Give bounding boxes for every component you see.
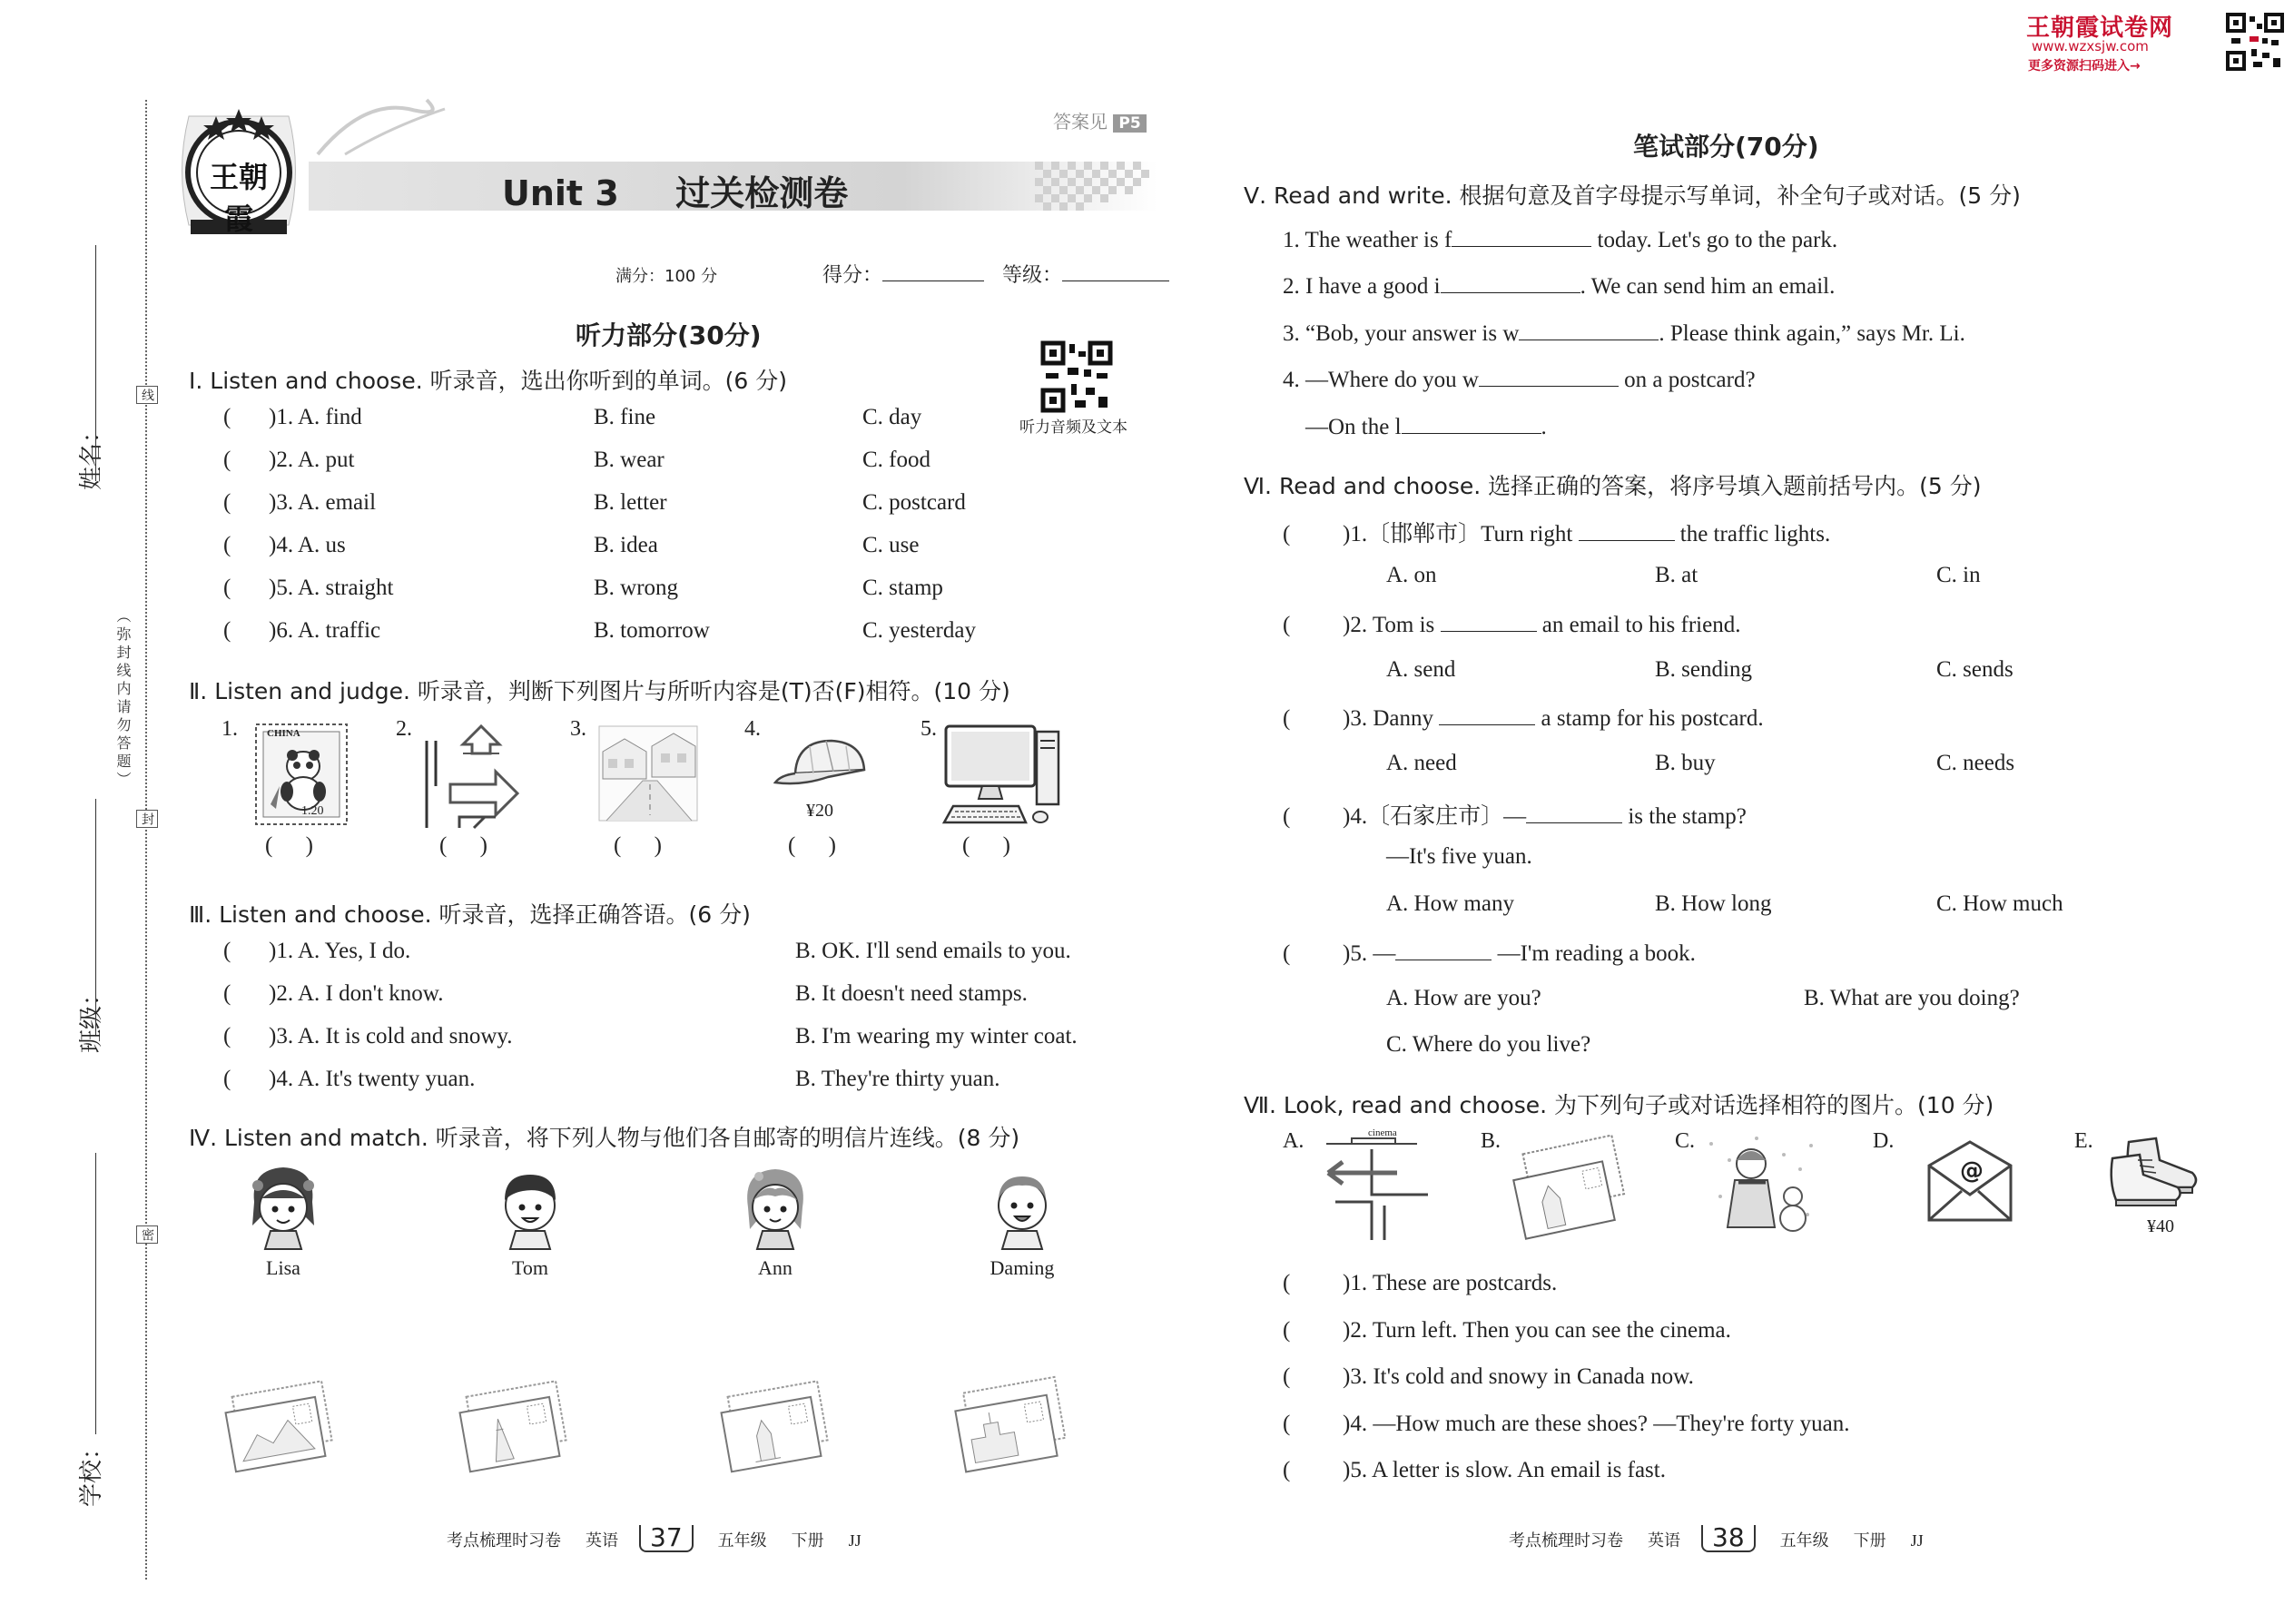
sec1-opt-c: C. day: [862, 405, 922, 429]
sec6-q1-options: [1386, 563, 1981, 588]
option: A. need: [1386, 751, 1457, 775]
seal-mark-2: 封: [136, 810, 158, 828]
class-label: 班级：: [78, 981, 105, 1053]
pic-number: 5.: [921, 717, 937, 741]
sec5-q1: [1283, 225, 1837, 253]
boy-face-icon: [492, 1162, 568, 1253]
score-field[interactable]: [822, 260, 984, 288]
snowy-kid-icon: [1702, 1133, 1820, 1242]
judge-paren[interactable]: ( ): [788, 833, 836, 858]
sec7-pictures: [1283, 1129, 2209, 1247]
sec4-title: Ⅳ. Listen and match. 听录音，将下列人物与他们各自邮寄的明信片连线。(8 分): [189, 1125, 1020, 1151]
answer-blank[interactable]: [1439, 704, 1535, 725]
sec3-opt-b: B. It doesn't need stamps.: [795, 981, 1028, 1006]
answer-paren[interactable]: (: [1283, 1364, 1291, 1389]
sec1-opt-b: B. wrong: [594, 576, 679, 600]
postcards-icon: [1504, 1137, 1631, 1245]
q-text: )2. Turn left. Then you can see the cinema.: [1343, 1317, 1731, 1343]
answer-blank[interactable]: [1441, 610, 1537, 632]
sec1-opt-b: B. tomorrow: [594, 618, 710, 643]
sec5-q4: [1283, 365, 1756, 393]
judge-paren[interactable]: ( ): [962, 833, 1010, 858]
answer-blank[interactable]: [1395, 939, 1492, 960]
sec7-row: [1283, 1364, 2191, 1412]
watermark-qr-icon: [2226, 13, 2284, 71]
person-ann[interactable]: [730, 1162, 821, 1280]
watermark-brand: 王朝霞试卷网: [2026, 15, 2174, 42]
sec7-row: [1283, 1271, 2191, 1318]
sec3-opt-a: )4. A. It's twenty yuan.: [269, 1067, 476, 1091]
option: A. How many: [1386, 891, 1514, 916]
answer-ref-label: 答案见: [1053, 111, 1108, 133]
answer-paren[interactable]: (: [1283, 613, 1291, 637]
sec1-row: [223, 576, 1040, 618]
option: C. in: [1936, 563, 1981, 587]
sec1-opt-a: )6. A. traffic: [269, 618, 381, 643]
cinema-sign: cinema: [1368, 1127, 1397, 1138]
sec3-row: [223, 1067, 1131, 1109]
full-score: 满分：100 分: [615, 267, 718, 286]
written-title: 笔试部分(70分): [1633, 132, 1819, 162]
answer-paren[interactable]: (: [223, 939, 231, 963]
answer-paren[interactable]: (: [1283, 804, 1291, 829]
footer-page-number: 38: [1701, 1525, 1756, 1552]
footer-edition: JJ: [1910, 1531, 1924, 1550]
answer-paren[interactable]: (: [1283, 1458, 1291, 1482]
sec7-row: [1283, 1458, 2191, 1505]
sec1-opt-b: B. idea: [594, 533, 658, 557]
pic-label: C.: [1675, 1129, 1696, 1153]
sec3-row: [223, 1024, 1131, 1067]
sec1-rows: [223, 405, 1040, 661]
answer-paren[interactable]: (: [223, 576, 231, 600]
boy-face-icon: [984, 1162, 1060, 1253]
left-footer: [447, 1522, 861, 1552]
footer-subject: 英语: [586, 1531, 618, 1550]
q-text: 4. —Where do you w: [1283, 368, 1479, 392]
crossroad-cinema-icon: [1315, 1131, 1433, 1240]
sec1-opt-a: )3. A. email: [269, 490, 377, 515]
answer-paren[interactable]: (: [223, 533, 231, 557]
q-text: )5. A letter is slow. An email is fast.: [1343, 1458, 1666, 1482]
stamp-price: 1.20: [301, 804, 324, 818]
sec1-opt-c: C. postcard: [862, 490, 966, 515]
q-text: . Please think again,” says Mr. Li.: [1659, 321, 1965, 346]
pic-label: A.: [1283, 1129, 1305, 1153]
seal-note: （弥封线内请勿答题）: [114, 608, 132, 790]
answer-paren[interactable]: (: [1283, 522, 1291, 546]
school-label: 学校：: [78, 1435, 105, 1507]
answer-ref: [1053, 107, 1147, 133]
sec7-row: [1283, 1318, 2191, 1365]
seal-mark-3: 密: [136, 1225, 158, 1244]
sec1-opt-b: B. wear: [594, 448, 665, 472]
sec3-opt-a: )1. A. Yes, I do.: [269, 939, 411, 963]
sec1-opt-a: )2. A. put: [269, 448, 355, 472]
sec7-title: Ⅶ. Look, read and choose. 为下列句子或对话选择相符的图片。(10 分): [1244, 1092, 1994, 1118]
footer-vol: 下册: [791, 1531, 824, 1550]
sec5-q2: [1283, 271, 1835, 300]
q-text: )2. Tom is: [1343, 613, 1435, 637]
answer-paren[interactable]: (: [223, 448, 231, 472]
pic-number: 3.: [570, 717, 586, 741]
title-unit: Unit 3: [502, 173, 619, 213]
sec1-opt-c: C. yesterday: [862, 618, 976, 643]
sec6-q1: [1283, 516, 1830, 548]
answer-blank[interactable]: [1579, 519, 1675, 541]
sec6-q4-reply: —It's five yuan.: [1386, 844, 1532, 869]
sec6-q3-options: [1386, 751, 2014, 776]
sec5-q4-answer: [1305, 412, 1547, 440]
pic-label: E.: [2074, 1129, 2093, 1153]
sec6-q4-options: [1386, 891, 2063, 917]
stamp-country: CHINA: [267, 728, 300, 739]
person-name: Ann: [758, 1256, 793, 1279]
answer-paren[interactable]: (: [223, 1067, 231, 1091]
postcard-icon[interactable]: [454, 1376, 576, 1476]
option: B. sending: [1655, 657, 1752, 682]
answer-paren[interactable]: (: [223, 490, 231, 515]
person-daming[interactable]: [977, 1162, 1068, 1280]
sec1-row: [223, 448, 1040, 490]
footer-book: 考点梳理时习卷: [447, 1531, 561, 1550]
judge-paren[interactable]: ( ): [265, 833, 313, 858]
pic-number: 4.: [744, 717, 761, 741]
sec7-row: [1283, 1412, 2191, 1459]
answer-paren[interactable]: (: [223, 618, 231, 643]
cap-price: ¥20: [806, 801, 833, 821]
person-tom[interactable]: [485, 1162, 576, 1280]
q-text: 2. I have a good i: [1283, 274, 1441, 299]
answer-paren[interactable]: (: [223, 981, 231, 1006]
q-text: 1. The weather is f: [1283, 228, 1452, 252]
q-text: an email to his friend.: [1541, 613, 1741, 637]
sec1-row: [223, 533, 1040, 576]
answer-paren[interactable]: (: [1283, 706, 1291, 731]
sec1-opt-a: )5. A. straight: [269, 576, 394, 600]
footer-page-number: 37: [639, 1525, 694, 1552]
answer-blank[interactable]: [1479, 365, 1619, 387]
answer-blank[interactable]: [1519, 319, 1659, 340]
person-lisa[interactable]: [238, 1162, 329, 1280]
judge-paren[interactable]: ( ): [614, 833, 662, 858]
option: A. How are you?: [1386, 986, 1541, 1010]
q-text: is the stamp?: [1628, 804, 1747, 829]
q-text: the traffic lights.: [1679, 522, 1831, 546]
sec3-opt-a: )2. A. I don't know.: [269, 981, 444, 1006]
street-scene-icon: [597, 724, 699, 822]
sec6-q2: [1283, 610, 1740, 638]
footer-grade: 五年级: [717, 1531, 767, 1550]
sec7-rows: [1283, 1271, 2191, 1505]
sec1-opt-c: C. stamp: [862, 576, 943, 600]
pic-number: 2.: [396, 717, 412, 741]
sec6-q5-option-c: C. Where do you live?: [1386, 1032, 1591, 1057]
q-text: —On the l: [1305, 415, 1402, 439]
sec6-q3: [1283, 704, 1764, 732]
answer-paren[interactable]: (: [1283, 1411, 1291, 1436]
seal-mark-1: 线: [136, 386, 158, 404]
postcard-icon[interactable]: [715, 1376, 837, 1476]
sec3-opt-b: B. OK. I'll send emails to you.: [795, 939, 1071, 963]
footer-book: 考点梳理时习卷: [1509, 1531, 1623, 1550]
listening-qr-icon[interactable]: [1040, 340, 1113, 413]
person-name: Lisa: [266, 1256, 300, 1279]
sec3-opt-b: B. I'm wearing my winter coat.: [795, 1024, 1078, 1048]
ribbon-decoration: [309, 91, 454, 163]
answer-blank[interactable]: [1441, 271, 1580, 293]
girl-face-icon: [245, 1162, 321, 1253]
q-text: a stamp for his postcard.: [1541, 706, 1764, 731]
shoes-icon: [2102, 1133, 2201, 1215]
answer-blank[interactable]: [1402, 412, 1541, 434]
option: C. needs: [1936, 751, 2015, 775]
score-label: 得分：: [822, 264, 883, 287]
sec1-opt-b: B. letter: [594, 490, 667, 515]
answer-paren[interactable]: (: [1283, 941, 1291, 966]
sec6-q5: [1283, 939, 1696, 967]
q-text: )3. It's cold and snowy in Canada now.: [1343, 1364, 1694, 1389]
q-text: 3. “Bob, your answer is w: [1283, 321, 1520, 346]
logo: [171, 98, 307, 243]
q-text: )1. These are postcards.: [1343, 1271, 1558, 1295]
sec6-q2-options: [1386, 657, 2013, 683]
sec3-opt-a: )3. A. It is cold and snowy.: [269, 1024, 513, 1048]
q-text: )4.〔石家庄市〕—: [1343, 804, 1527, 829]
answer-paren[interactable]: (: [1283, 1271, 1291, 1295]
class-line[interactable]: [95, 799, 96, 1035]
q-text: .: [1541, 415, 1547, 439]
sec5-title: Ⅴ. Read and write. 根据句意及首字母提示写单词，补全句子或对话。(5 分): [1244, 182, 2021, 209]
option: C. How much: [1936, 891, 2063, 916]
q-text: )1.〔邯郸市〕Turn right: [1343, 522, 1573, 546]
title-cn: 过关检测卷: [675, 173, 849, 213]
email-envelope-icon: [1920, 1138, 2020, 1229]
crossroad-sign-icon: [423, 723, 525, 828]
option: B. How long: [1655, 891, 1772, 916]
q-text: today. Let's go to the park.: [1597, 228, 1838, 252]
computer-icon: [942, 723, 1062, 828]
school-line[interactable]: [95, 1153, 96, 1434]
answer-paren[interactable]: (: [1283, 1317, 1291, 1343]
svg-text:@: @: [1960, 1157, 1984, 1185]
option: C. sends: [1936, 657, 2013, 682]
sec2-title: Ⅱ. Listen and judge. 听录音，判断下列图片与所听内容是(T)否(F)相符。(10 分): [189, 678, 1010, 704]
judge-paren[interactable]: ( ): [439, 833, 487, 858]
sec1-opt-a: )4. A. us: [269, 533, 346, 557]
pic-number: 1.: [222, 717, 238, 741]
sec3-row: [223, 939, 1131, 981]
sec1-row: [223, 618, 1040, 661]
right-footer: [1509, 1522, 1924, 1552]
q-text: —I'm reading a book.: [1497, 941, 1696, 966]
sec1-opt-b: B. fine: [594, 405, 656, 429]
name-line[interactable]: [95, 245, 96, 481]
binding-dotted-line: [145, 100, 147, 1580]
answer-ref-page: P5: [1113, 114, 1146, 133]
sec6-q5-options: [1386, 986, 2020, 1011]
sec1-row: [223, 490, 1040, 533]
pic-label: B.: [1481, 1129, 1501, 1153]
person-name: Daming: [989, 1256, 1055, 1279]
page-title: [502, 165, 848, 215]
sec6-title: Ⅵ. Read and choose. 选择正确的答案，将序号填入题前括号内。(5 分): [1244, 473, 1982, 499]
shoe-price: ¥40: [2147, 1216, 2174, 1236]
postcard-icon[interactable]: [220, 1376, 341, 1476]
answer-paren[interactable]: (: [223, 405, 231, 429]
q-text: . We can send him an email.: [1580, 274, 1836, 299]
option: B. at: [1655, 563, 1698, 587]
person-name: Tom: [511, 1256, 548, 1279]
answer-blank[interactable]: [1452, 225, 1591, 247]
sec3-row: [223, 981, 1131, 1024]
title-band-checker: [1035, 162, 1162, 211]
answer-blank[interactable]: [1526, 802, 1622, 823]
option: B. buy: [1655, 751, 1716, 775]
name-label: 姓名：: [78, 418, 105, 490]
option: A. send: [1386, 657, 1456, 682]
girl-face-icon: [737, 1162, 813, 1253]
sec1-row: [223, 405, 1040, 448]
answer-paren[interactable]: (: [223, 1024, 231, 1048]
footer-grade: 五年级: [1779, 1531, 1829, 1550]
q-text: )3. Danny: [1343, 706, 1433, 731]
pic-label: D.: [1873, 1129, 1895, 1153]
postcard-icon[interactable]: [948, 1373, 1075, 1478]
sec1-opt-c: C. use: [862, 533, 920, 557]
logo-text: 王朝霞: [209, 160, 268, 236]
footer-subject: 英语: [1648, 1531, 1680, 1550]
footer-vol: 下册: [1853, 1531, 1886, 1550]
sec6-q4: [1283, 798, 1747, 831]
watermark-hint: 更多资源扫码进入→: [2028, 59, 2141, 74]
watermark: [2026, 9, 2289, 74]
sec1-title: Ⅰ. Listen and choose. 听录音，选出你听到的单词。(6 分): [189, 368, 787, 394]
grade-field[interactable]: [1002, 260, 1169, 288]
listening-title: 听力部分(30分): [576, 320, 762, 350]
option: B. What are you doing?: [1804, 986, 2020, 1010]
q-text: on a postcard?: [1624, 368, 1756, 392]
sec1-opt-a: )1. A. find: [269, 405, 362, 429]
sec3-title: Ⅲ. Listen and choose. 听录音，选择正确答语。(6 分): [189, 901, 751, 928]
qr-caption: 听力音频及文本: [1019, 418, 1127, 436]
sec2-pictures: [218, 717, 1071, 881]
watermark-url: www.wzxsjw.com: [2032, 38, 2149, 54]
grade-label: 等级：: [1002, 264, 1063, 287]
sec3-rows: [223, 939, 1131, 1109]
q-text: )5. —: [1343, 941, 1396, 966]
footer-edition: JJ: [848, 1531, 861, 1550]
sec3-opt-b: B. They're thirty yuan.: [795, 1067, 1000, 1091]
sec5-q3: [1283, 319, 1965, 347]
binding-margin: [54, 91, 163, 1580]
sec4-people: [218, 1162, 1089, 1280]
q-text: )4. —How much are these shoes? —They're forty yuan.: [1343, 1411, 1850, 1436]
sec1-opt-c: C. food: [862, 448, 930, 472]
option: A. on: [1386, 563, 1437, 587]
cap-icon: [773, 737, 873, 792]
